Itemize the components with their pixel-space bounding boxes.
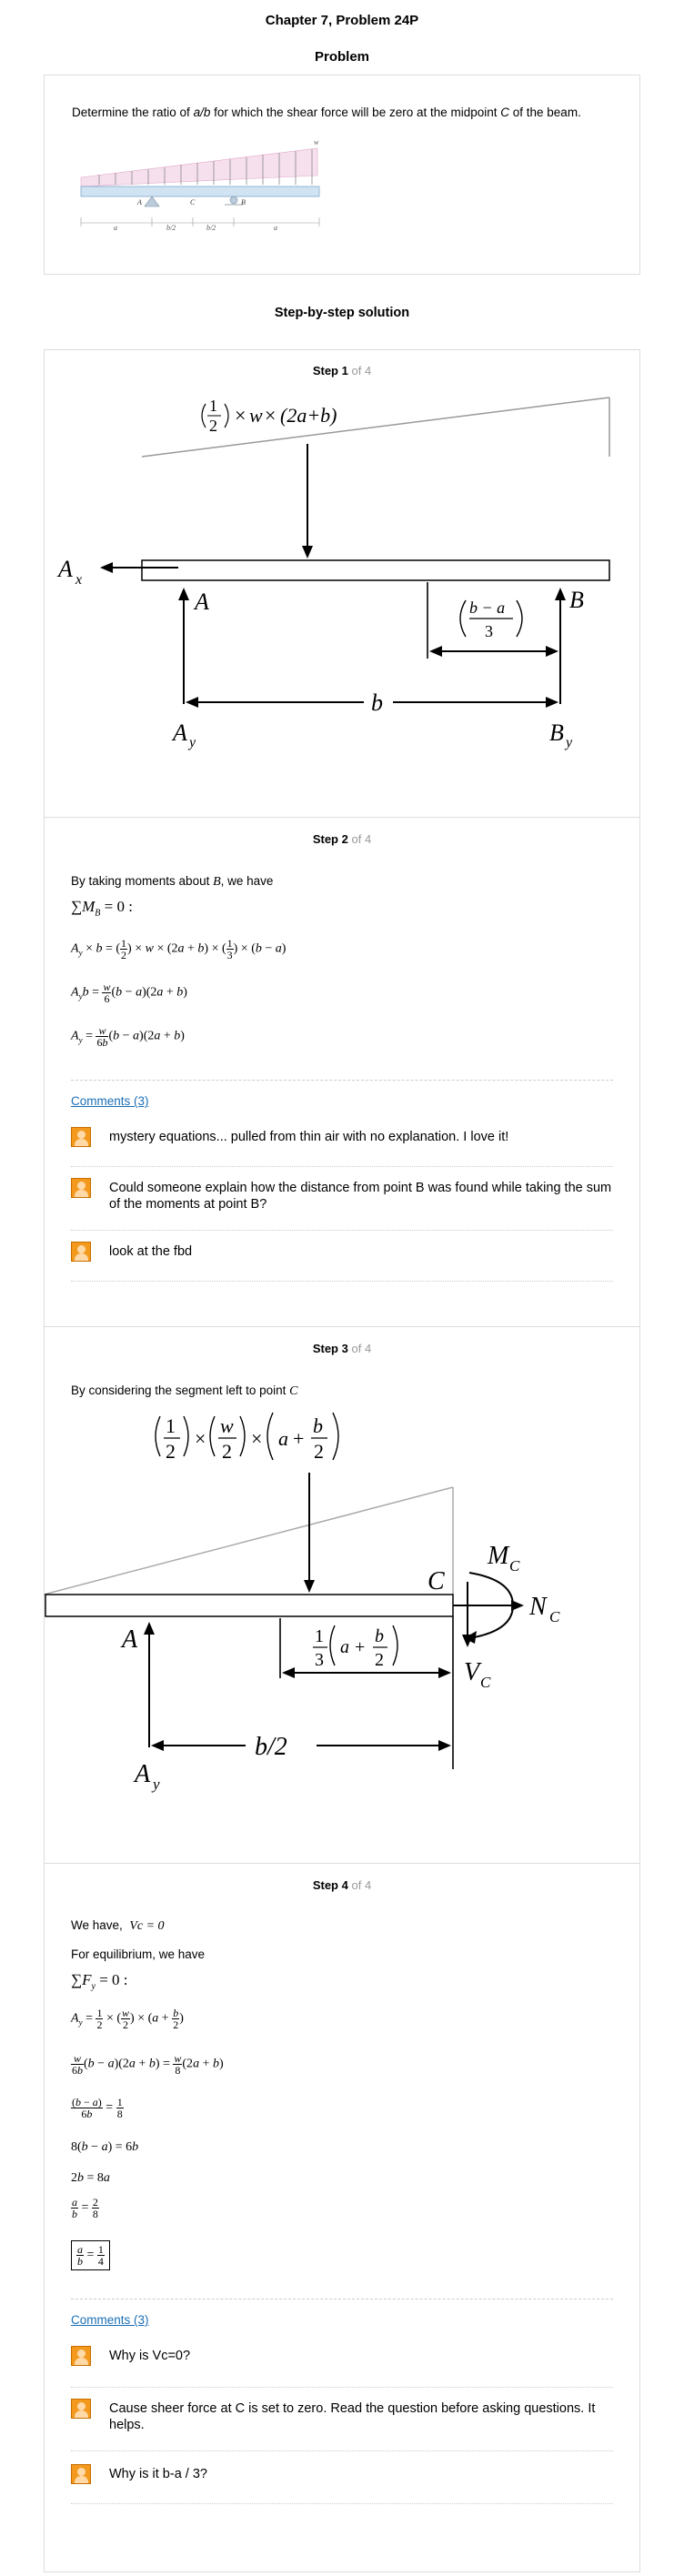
svg-text:+: + [355,1637,366,1657]
svg-text:2: 2 [209,417,217,435]
mc-label: M [488,1542,509,1570]
support-a [145,196,159,206]
ax-sub: x [75,572,83,588]
step-2-intro-point: B [213,875,221,889]
step-2-comment-3 [71,1242,613,1282]
avatar-icon[interactable] [71,1242,91,1262]
step-4-comment-1 [71,2346,613,2388]
step4-eq-1: $A_y$ = $\frac{1}{2}$ × ( $\frac{w}{2}$ ) × (a + $\frac{b}{2}$ ) [71,2007,184,2031]
step-2-comments-link[interactable]: Comments (3) [71,1094,149,1108]
step-2-number: 2 [341,832,348,846]
step2-eq-1: $A_y \times b$ = ( $\frac{1}{2}$ ) × w × (2a + b) × ( $\frac{1}{3}$ ) × (b − a) [71,937,287,961]
svg-text:1: 1 [209,397,217,415]
svg-text:1: 1 [166,1414,176,1437]
ay-label: A [173,719,187,746]
avatar-icon[interactable] [71,1127,91,1147]
step4-eq-2: $\frac{w}{6b}$ (b − a)(2a + b) = $\frac{w}{8}$ (2a + b) [72,2052,224,2077]
svg-text:3: 3 [315,1650,324,1670]
step3-beam [45,1595,453,1616]
step-3-header: Step 3 of 4 [312,1342,372,1355]
problem-label-b-point: B [241,198,246,206]
a-label: A [195,589,209,615]
ax-label: A [58,556,73,582]
step-4-we-have: We have, Vc = 0 [71,1918,165,1933]
comment-text: Could someone explain how the distance from point B was found while taking the sum of the moments at point B? [109,1181,612,1212]
ay-sub: y [189,735,196,750]
step4-eq-sum: $\sum F_y = 0$ : [71,1971,128,1992]
step4-eq-4: 8(b − a) = 6b [71,2140,139,2154]
step-1-number: 1 [341,364,348,377]
problem-dim-a-left: a [114,224,117,232]
problem-dim-a-right: a [274,224,277,232]
chapter-title: Chapter 7, Problem 24P [265,13,419,28]
svg-text:w: w [220,1414,234,1437]
problem-heading: Problem [314,49,369,65]
step-4-comments-link[interactable]: Comments (3) [71,2313,149,2327]
step-2 [44,817,640,1326]
svg-text:1: 1 [315,1626,324,1646]
vc-sub: C [480,1674,491,1691]
by-sub: y [566,735,573,750]
step3-c-label: C [428,1567,445,1595]
step-2-of: of 4 [351,832,372,846]
svg-text:2: 2 [314,1440,324,1463]
avatar-icon[interactable] [71,2346,91,2366]
step-2-intro: By taking moments about B, we have [71,874,274,889]
vc-equation: Vc = 0 [129,1919,165,1933]
problem-beam-figure [72,136,336,245]
svg-text:a: a [340,1637,349,1657]
support-b [230,196,237,204]
svg-text:b: b [375,1626,384,1646]
problem-label-a-point: A [137,198,142,206]
dist-numerator: b − a [469,599,506,617]
step-2-comment-1 [71,1127,613,1167]
step-2-divider [71,1080,613,1081]
comment-text: Cause sheer force at C is set to zero. Read the question before asking questions. It helps. [109,2401,596,2432]
problem-point: C [500,106,510,119]
step1-load-rest: (2a+b) [280,404,337,427]
step2-eq-3: $A_y$ = $\frac{w}{6b}$ (b − a)(2a + b) [71,1024,185,1049]
step-3-intro-point: C [289,1384,298,1398]
step3-dim-b2: b/2 [255,1733,287,1761]
step-3-intro: By considering the segment left to point C [71,1384,298,1398]
step-4-comment-2 [71,2399,613,2451]
problem-dim-b2-left: b/2 [166,224,176,232]
svg-text:2: 2 [166,1440,176,1463]
step2-eq-2: $A_yb$ = $\frac{w}{6}$ (b − a)(2a + b) [71,981,187,1005]
step2-eq-sum: $\sum M_B = 0$ : [71,898,133,919]
step-1 [44,349,640,817]
avatar-icon[interactable] [71,1178,91,1198]
step3-a-label: A [122,1625,138,1654]
svg-text:2: 2 [375,1650,384,1670]
step-4-equilibrium: For equilibrium, we have [71,1947,206,1961]
svg-text:+: + [293,1427,305,1450]
by-label: B [549,719,564,746]
problem-dim-b2-right: b/2 [206,224,216,232]
step-2-header: Step 2 of 4 [312,832,372,846]
step-4-number: 4 [341,1878,348,1892]
problem-text-3: of the beam. [509,106,581,119]
step4-eq-3: $\frac{(b - a)}{6b}$ = $\frac{1}{8}$ [72,2096,123,2120]
svg-text:×: × [251,1427,263,1450]
step4-final-answer: $\frac{a}{b}$ = $\frac{1}{4}$ [71,2240,110,2270]
vc-label: V [464,1658,480,1686]
step-2-comment-2 [71,1178,613,1231]
step4-eq-5: 2b = 8a [71,2171,110,2185]
problem-box [44,75,640,275]
step-3 [44,1326,640,1863]
beam [81,186,319,196]
problem-ratio: a/b [193,106,211,119]
comment-text: Why is Vc=0? [109,2349,191,2363]
step-4-header: Step 4 of 4 [312,1878,372,1892]
step3-ay-label: A [135,1760,151,1788]
problem-text-1: Determine the ratio of [72,106,194,119]
step1-beam [142,560,609,580]
dim-b-label: b [371,689,383,716]
dist-denominator: 3 [485,622,493,640]
step-1-of: of 4 [351,364,372,377]
comment-text: look at the fbd [109,1244,193,1259]
nc-sub: C [549,1608,560,1625]
step1-load-times1: × [235,404,246,427]
step3-ay-sub: y [153,1776,160,1793]
step4-eq-6: $\frac{a}{b}$ = $\frac{2}{8}$ [72,2196,98,2220]
avatar-icon[interactable] [71,2399,91,2419]
problem-statement [72,106,581,119]
step-4-comment-3 [71,2464,613,2504]
nc-label: N [529,1593,547,1621]
distributed-load-area [81,148,317,186]
svg-text:b: b [313,1414,323,1437]
step-1-header: Step 1 of 4 [312,364,372,377]
step-3-number: 3 [341,1342,348,1355]
step-4 [44,1863,640,2572]
svg-text:×: × [195,1427,206,1450]
b-label: B [569,587,584,613]
avatar-icon[interactable] [71,2464,91,2484]
step-1-fbd [44,386,640,804]
problem-label-c-point: C [190,198,196,206]
comment-text: Why is it b-a / 3? [109,2467,207,2481]
svg-text:2: 2 [222,1440,232,1463]
comment-text: mystery equations... pulled from thin air with no explanation. I love it! [109,1130,509,1144]
solution-heading: Step-by-step solution [274,306,410,320]
svg-text:a: a [278,1427,288,1450]
step-3-of: of 4 [351,1342,372,1355]
problem-label-w: w [314,138,319,146]
step-3-fbd [44,1409,640,1846]
step-4-of: of 4 [351,1878,372,1892]
step1-load-times2: × [265,404,277,427]
problem-text-2: for which the shear force will be zero at the midpoint [210,106,501,119]
mc-sub: C [509,1557,520,1575]
step1-load-w: w [249,404,263,427]
